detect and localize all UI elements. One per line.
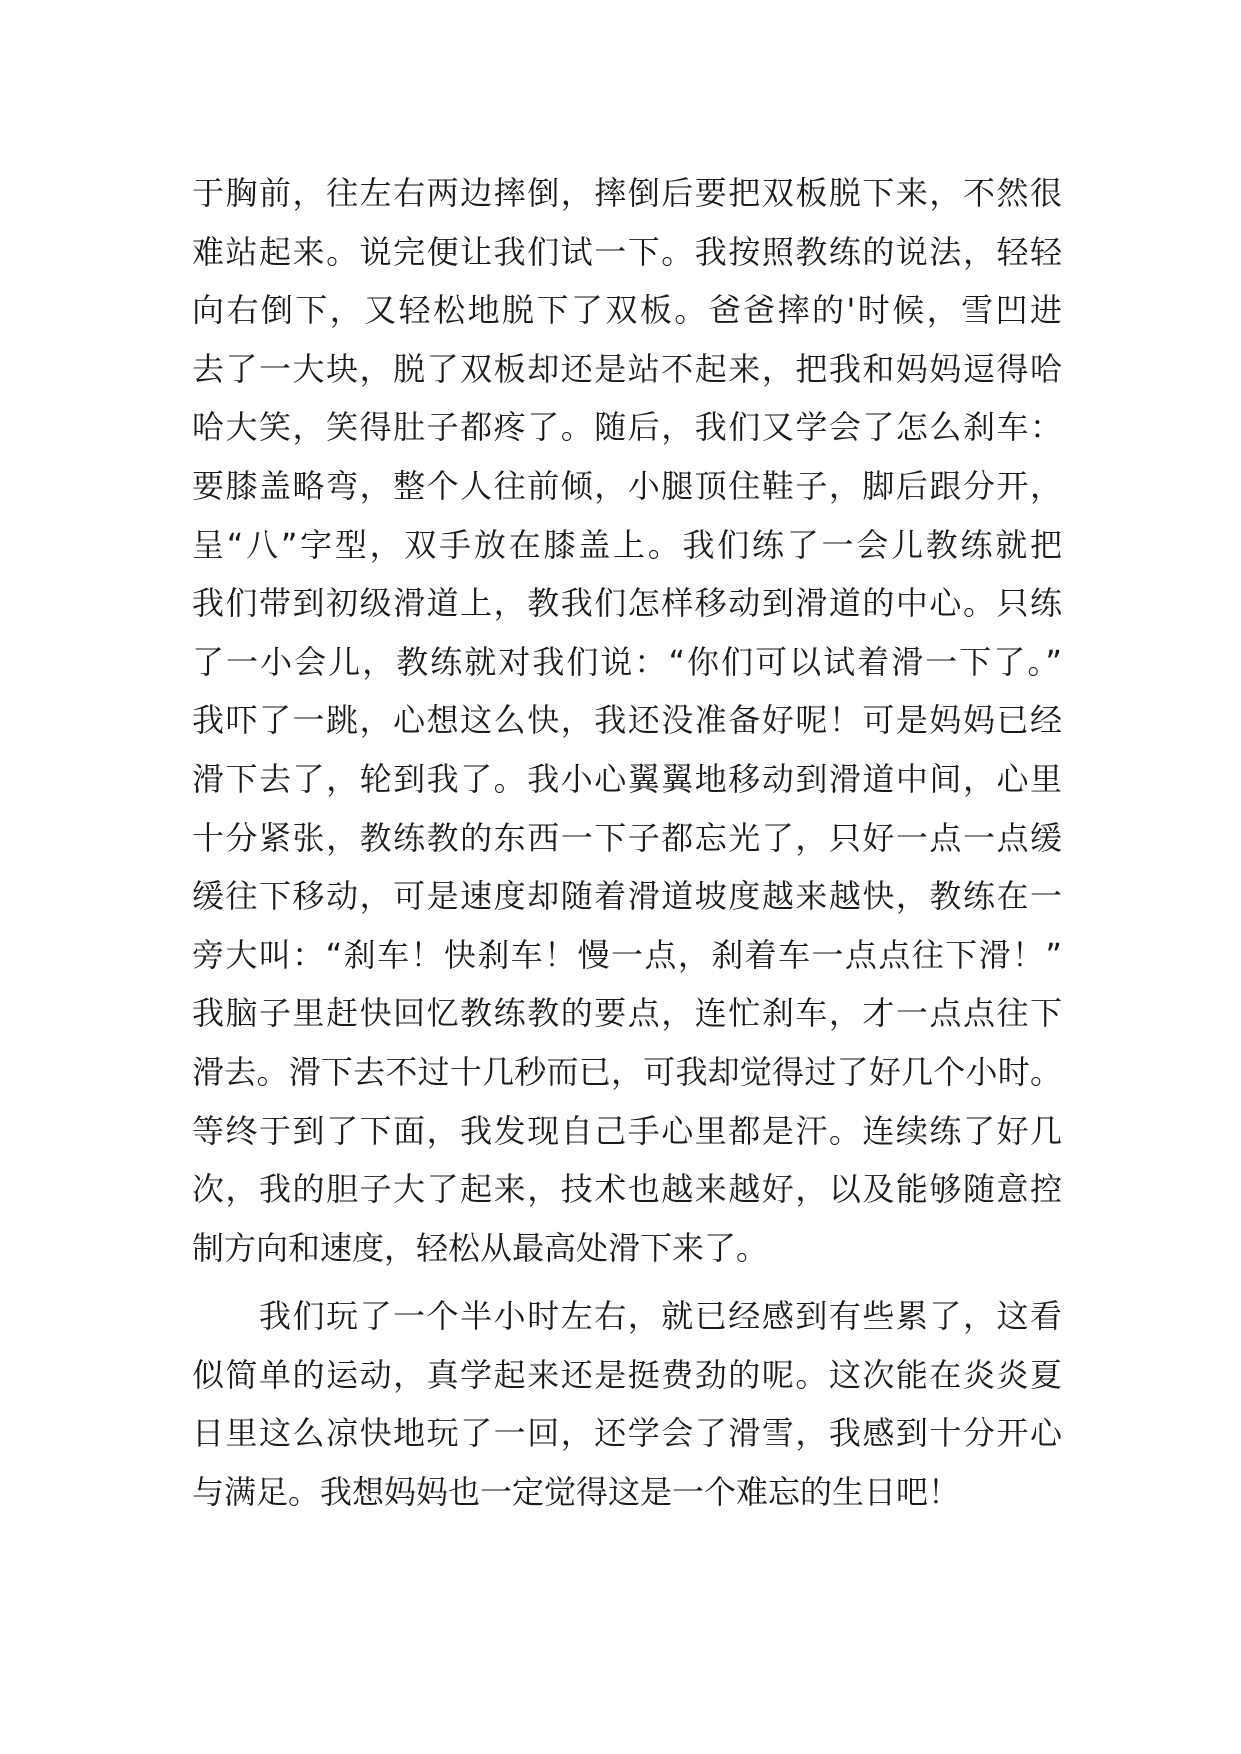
text-line: 次，我的胆子大了起来，技术也越来越好，以及能够随意控 [192, 1170, 1062, 1209]
text-line: 呈“八”字型，双手放在膝盖上。我们练了一会儿教练就把 [192, 525, 1062, 564]
text-line: 滑去。滑下去不过十几秒而已，可我却觉得过了好几个小时。 [192, 1052, 1062, 1091]
text-line: 去了一大块，脱了双板却还是站不起来，把我和妈妈逗得哈 [192, 349, 1062, 388]
text-line: 滑下去了，轮到我了。我小心翼翼地移动到滑道中间，心里 [192, 759, 1062, 798]
text-line: 十分紧张，教练教的东西一下子都忘光了，只好一点一点缓 [192, 818, 1062, 857]
text-line: 要膝盖略弯，整个人往前倾，小腿顶住鞋子，脚后跟分开， [192, 466, 1062, 505]
text-line: 缓往下移动，可是速度却随着滑道坡度越来越快，教练在一 [192, 877, 1062, 916]
text-line: 与满足。我想妈妈也一定觉得这是一个难忘的生日吧！ [192, 1473, 961, 1512]
text-line: 我吓了一跳，心想这么快，我还没准备好呢！可是妈妈已经 [192, 701, 1062, 740]
text-line: 我脑子里赶快回忆教练教的要点，连忙刹车，才一点点往下 [192, 994, 1062, 1033]
paragraph-1 [192, 164, 1062, 1277]
text-line: 制方向和速度，轻松从最高处滑下来了。 [192, 1228, 769, 1267]
text-line: 向右倒下，又轻松地脱下了双板。爸爸摔的'时候，雪凹进 [192, 291, 1062, 330]
text-line: 我们玩了一个半小时左右，就已经感到有些累了，这看 [192, 1297, 1062, 1336]
text-line: 难站起来。说完便让我们试一下。我按照教练的说法，轻轻 [192, 232, 1062, 271]
text-line: 了一小会儿，教练就对我们说：“你们可以试着滑一下了。” [192, 642, 1062, 681]
text-line: 我们带到初级滑道上，教我们怎样移动到滑道的中心。只练 [192, 584, 1062, 623]
text-line: 等终于到了下面，我发现自己手心里都是汗。连续练了好几 [192, 1111, 1062, 1150]
text-line: 旁大叫：“刹车！快刹车！慢一点，刹着车一点点往下滑！” [192, 935, 1062, 974]
paragraph-2 [192, 1287, 1062, 1521]
text-line: 于胸前，往左右两边摔倒，摔倒后要把双板脱下来，不然很 [192, 174, 1062, 212]
text-line: 似简单的运动，真学起来还是挺费劲的呢。这次能在炎炎夏 [192, 1355, 1062, 1394]
text-line: 日里这么凉快地玩了一回，还学会了滑雪，我感到十分开心 [192, 1414, 1062, 1453]
text-line: 哈大笑，笑得肚子都疼了。随后，我们又学会了怎么刹车： [192, 408, 1062, 447]
body-text [192, 164, 1062, 1522]
